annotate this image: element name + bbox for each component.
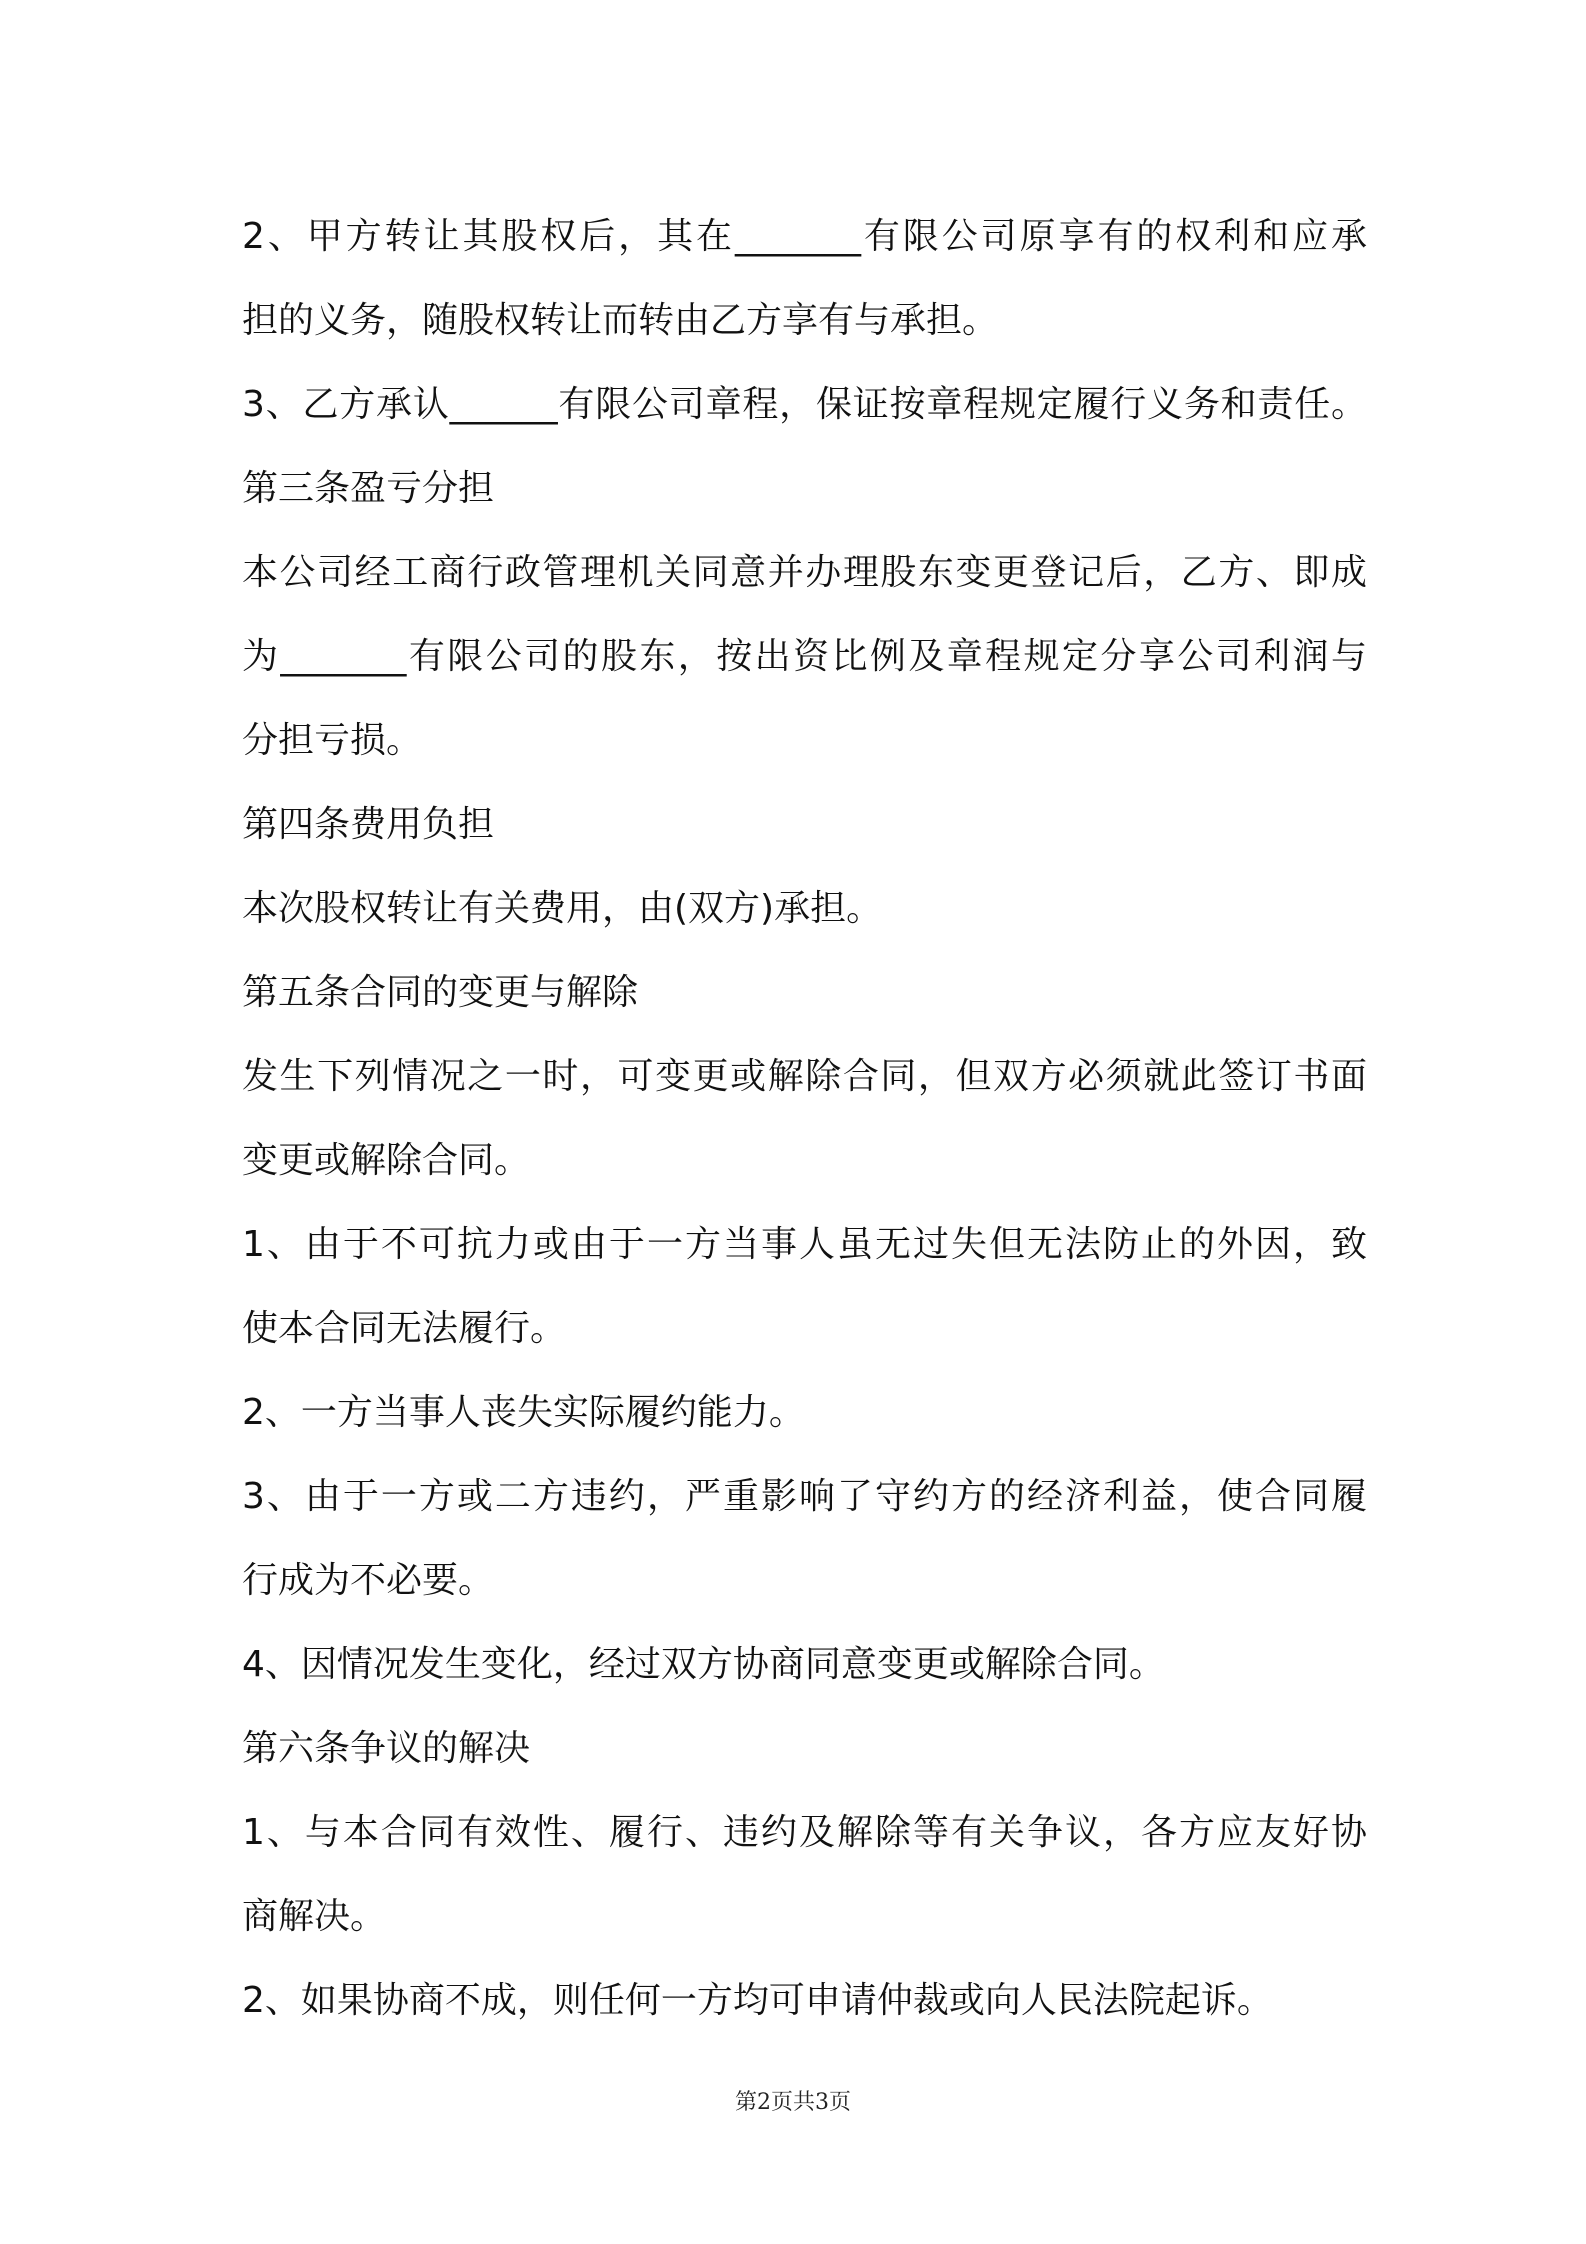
- text-line: 变更或解除合同。: [242, 1140, 531, 1181]
- text-line: 第三条盈亏分担: [242, 468, 495, 509]
- text-line: 分担亏损。: [242, 720, 423, 761]
- text-line: 3、乙方承认______有限公司章程，保证按章程规定履行义务和责任。: [242, 384, 1367, 425]
- text-line: 行成为不必要。: [242, 1560, 495, 1601]
- text-line: 担的义务，随股权转让而转由乙方享有与承担。: [242, 300, 999, 341]
- text-line: 第六条争议的解决: [242, 1728, 531, 1769]
- text-line: 第四条费用负担: [242, 804, 495, 845]
- text-line: 使本合同无法履行。: [242, 1308, 567, 1349]
- text-line: 第五条合同的变更与解除: [242, 972, 639, 1013]
- text-line: 本次股权转让有关费用，由(双方)承担。: [242, 888, 883, 929]
- text-line: 2、甲方转让其股权后，其在_______有限公司原享有的权利和应承: [242, 216, 1367, 257]
- text-line: 3、由于一方或二方违约，严重影响了守约方的经济利益，使合同履: [242, 1476, 1367, 1517]
- page-number: 第2页共3页: [735, 2090, 851, 2115]
- text-line: 1、与本合同有效性、履行、违约及解除等有关争议，各方应友好协: [242, 1812, 1367, 1853]
- text-line: 商解决。: [242, 1896, 387, 1937]
- text-line: 2、如果协商不成，则任何一方均可申请仲裁或向人民法院起诉。: [242, 1980, 1273, 2021]
- text-line: 本公司经工商行政管理机关同意并办理股东变更登记后，乙方、即成: [242, 552, 1367, 593]
- document-body: [242, 195, 1367, 2043]
- text-line: 2、一方当事人丧失实际履约能力。: [242, 1392, 805, 1433]
- text-line: 4、因情况发生变化，经过双方协商同意变更或解除合同。: [242, 1644, 1165, 1685]
- text-line: 发生下列情况之一时，可变更或解除合同，但双方必须就此签订书面: [242, 1056, 1367, 1097]
- text-line: 1、由于不可抗力或由于一方当事人虽无过失但无法防止的外因，致: [242, 1224, 1367, 1265]
- text-line: 为_______有限公司的股东，按出资比例及章程规定分享公司利润与: [242, 636, 1367, 677]
